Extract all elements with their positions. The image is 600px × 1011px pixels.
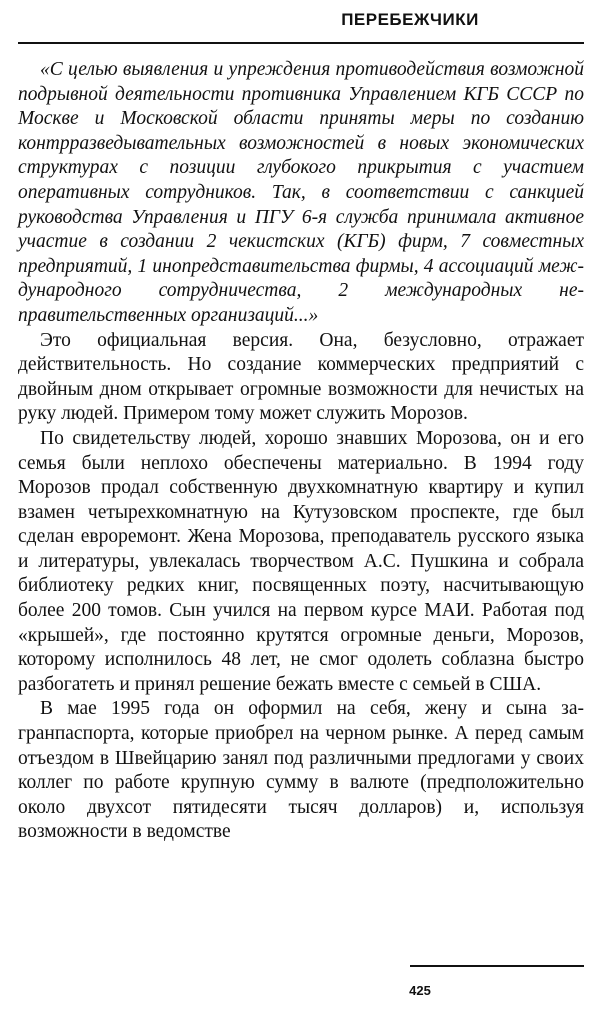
body-text [18, 58, 584, 845]
page-number: 425 [409, 983, 431, 998]
paragraph: В мае 1995 года он оформил на себя, жену и сына загранпаспорта, которые приобрел на черном рынке. А перед самым отъездом в Швейцарию занял под различными предлогами у своих коллег по работе крупную сумму в валюте (предположительно около двухсот пятидесяти тысяч долларов) и, используя возможности в ведомстве [18, 698, 584, 843]
paragraph: По свидетельству людей, хорошо знавших Морозова, он и его семья были неплохо обеспечены материально. В 1994 году Морозов продал собственную двухкомнатную квартиру и купил взамен четырехкомнатную на Кутузовском проспекте, где был сделан евроремонт. Жена Морозова, преподаватель русского языка и литературы, увлекалась творчеством А.С. Пушкина и собрала библиотеку редких книг, посвященных поэту, насчитывающую более 200 томов. Сын учился на первом курсе МАИ. Работая под «крышей», где постоянно крутятся огромные деньги, Морозов, которому исполнилось 48 лет, не смог одолеть соблазна быстро разбогатеть и принял решение бежать вместе с семьей в США. [18, 427, 584, 695]
header-rule [18, 42, 584, 44]
paragraph: Это официальная версия. Она, безусловно, отражает действительность. Но создание коммерческих предприятий с двойным дном открывает огромные возможности для нечистых на руку людей. Примером тому может служить Морозов. [18, 329, 584, 425]
footer-rule [410, 965, 584, 967]
running-title: ПЕРЕБЕЖЧИКИ [341, 10, 479, 29]
quoted-paragraph: «С целью выявления и упреждения противодействия возможной подрывной деятельности противника Управлением КГБ СССР по Москве и Московской области приняты меры по созданию контрразведывательных возможностей в новых экономических структурах с позиции глубокого прикрытия с участием оперативных сотрудников. Так, в соответствии с санкцией руководства Управления и ПГУ 6-я служба принимала активное участие в создании 2 чекистских (КГБ) фирм, 7 совместных предприятий, 1 инопредставительства фирмы, 4 ассоциаций международного сотрудничества, 2 международных неправительственных организаций...» [18, 59, 584, 326]
